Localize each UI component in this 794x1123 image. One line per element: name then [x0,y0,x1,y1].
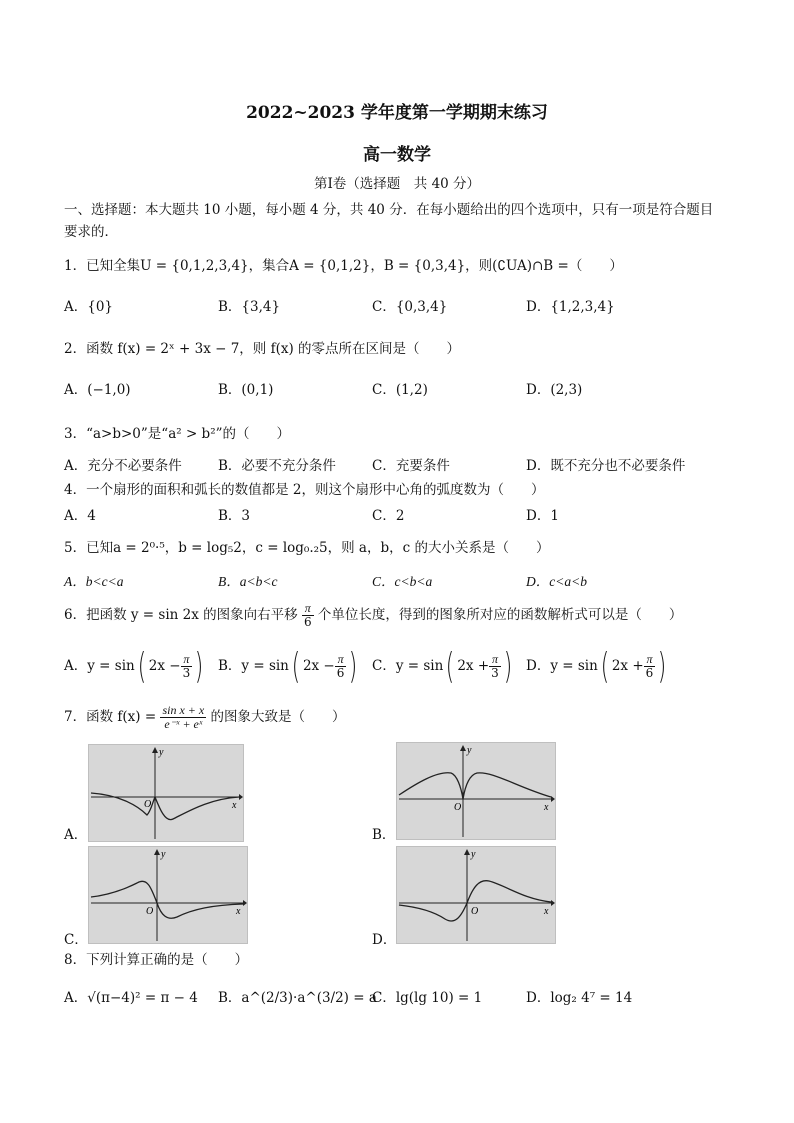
subject-title: 高一数学 [363,145,431,165]
q8-option-c: C．lg(lg 10) = 1 [372,990,483,1006]
q3-option-a: A．充分不必要条件 [64,458,182,474]
q2-option-a: A．(−1,0) [64,382,131,398]
q6-stem [64,600,682,630]
q6-option-c [372,646,515,687]
q7-b-y-label: y [467,745,472,756]
q7-option-c-label: C． [64,932,88,948]
q6-frac-num: π [302,602,314,616]
q7-a-x-label: x [232,800,237,811]
q6-a-pre: A．y = sin [64,658,135,674]
q7-c-x-label: x [236,906,241,917]
q6-b-num: π [335,653,347,667]
q2-option-c: C．(1,2) [372,382,428,398]
q7-b-origin: O [454,802,462,813]
q7-d-x-label: x [544,906,549,917]
q6-frac-den: 6 [303,615,312,629]
q6-c-inner: 2x + [457,658,490,674]
q6-b-pre: B．y = sin [218,658,289,674]
q1-option-b: B．{3,4} [218,299,281,315]
q7-b-x-label: x [544,802,549,813]
q7-option-d-label: D． [372,932,397,948]
q7-graph-c [88,846,248,944]
q5-option-a: A．b<c<a [64,574,124,589]
q6-d-inner: 2x + [611,658,644,674]
q6-c-lparen: ( [446,645,455,687]
q6-b-inner: 2x − [302,658,335,674]
q6-a-num: π [181,653,193,667]
q6-b-rparen: ) [349,645,358,687]
q7-option-b-label: B． [372,827,396,843]
q7-c-y-label: y [161,849,166,860]
q6-a-lparen: ( [137,645,146,687]
q4-option-c: C．2 [372,508,405,524]
q6-stem-post: 个单位长度，得到的图象所对应的函数解析式可以是（ ） [317,607,683,623]
q7-a-origin: O [144,799,152,810]
q6-c-den: 3 [491,666,499,680]
exam-title: 2022~2023 学年度第一学期期末练习 [246,103,548,123]
q6-d-num: π [644,653,656,667]
q8-option-b: B．a^(2/3)·a^(3/2) = a [218,990,377,1006]
q3-option-d: D．既不充分也不必要条件 [526,458,686,474]
q7-stem-pre: 7．函数 f(x) = [64,709,157,725]
q7-fraction [160,704,206,731]
q2-option-b: B．(0,1) [218,382,274,398]
q7-graph-d [396,846,556,944]
q6-b-lparen: ( [291,645,301,687]
q4-option-b: B．3 [218,508,251,524]
q6-stem-fraction [302,602,314,629]
q6-stem-pre: 6．把函数 y = sin 2x 的图象向右平移 [64,607,298,623]
q6-option-b [218,646,360,687]
q4-stem: 4．一个扇形的面积和弧长的数值都是 2，则这个扇形中心角的弧度数为（ ） [64,482,545,498]
q7-stem-post: 的图象大致是（ ） [210,709,346,725]
q6-b-den: 6 [336,666,345,680]
q6-c-rparen: ) [503,645,513,687]
q8-stem: 8．下列计算正确的是（ ） [64,952,249,968]
q7-c-origin: O [146,906,154,917]
q7-a-y-label: y [159,747,164,758]
q1-stem: 1．已知全集U = {0,1,2,3,4}，集合A = {0,1,2}，B = {0,3,4}，则(∁UA)∩B =（ ） [64,258,623,274]
q6-option-d [526,646,669,687]
q1-option-c: C．{0,3,4} [372,299,448,315]
q6-c-pre: C．y = sin [372,658,444,674]
q3-option-b: B．必要不充分条件 [218,458,336,474]
q6-a-den: 3 [182,666,191,680]
q7-stem [64,702,346,732]
q6-a-inner: 2x − [148,658,181,674]
q6-d-pre: D．y = sin [526,658,598,674]
q7-graph-a [88,744,244,842]
volume-heading: 第Ⅰ卷（选择题 共 40 分） [313,176,481,192]
q5-stem: 5．已知a = 2⁰·⁵，b = log₅2，c = log₀.₂5，则 a，b，c 的大小关系是（ ） [64,540,550,556]
q4-option-a: A．4 [64,508,96,524]
q1-option-d: D．{1,2,3,4} [526,299,615,315]
q8-option-a: A．√(π−4)² = π − 4 [64,990,198,1006]
q7-d-y-label: y [471,849,476,860]
q7-graph-b [396,742,556,840]
q7-d-origin: O [471,906,479,917]
q3-option-c: C．充要条件 [372,458,450,474]
q5-option-d: D．c<a<b [526,574,587,589]
q2-stem: 2．函数 f(x) = 2ˣ + 3x − 7，则 f(x) 的零点所在区间是（ ） [64,341,461,357]
section-instructions-line2: 要求的． [64,224,118,240]
q2-option-d: D．(2,3) [526,382,583,398]
section-instructions-line1: 一、选择题：本大题共 10 小题，每小题 4 分，共 40 分．在每小题给出的四个选项中，只有一项是符合题目 [64,202,714,218]
q6-d-den: 6 [645,666,654,680]
q6-a-rparen: ) [195,645,204,687]
q5-option-b: B．a<b<c [218,574,278,589]
q4-option-d: D．1 [526,508,559,524]
q6-c-num: π [489,653,501,667]
q6-d-lparen: ( [600,645,610,687]
q6-option-a [64,646,206,687]
q7-frac-num: sin x + x [162,703,205,717]
q6-d-rparen: ) [658,645,667,687]
q8-option-d: D．log₂ 4⁷ = 14 [526,990,633,1006]
q7-option-a-label: A． [64,827,88,843]
q5-option-c: C．c<b<a [372,574,433,589]
q1-option-a: A．{0} [64,299,114,315]
q3-stem: 3．“a>b>0”是“a² > b²”的（ ） [64,426,291,442]
q7-frac-den: e⁻ˣ + eˣ [164,717,203,731]
